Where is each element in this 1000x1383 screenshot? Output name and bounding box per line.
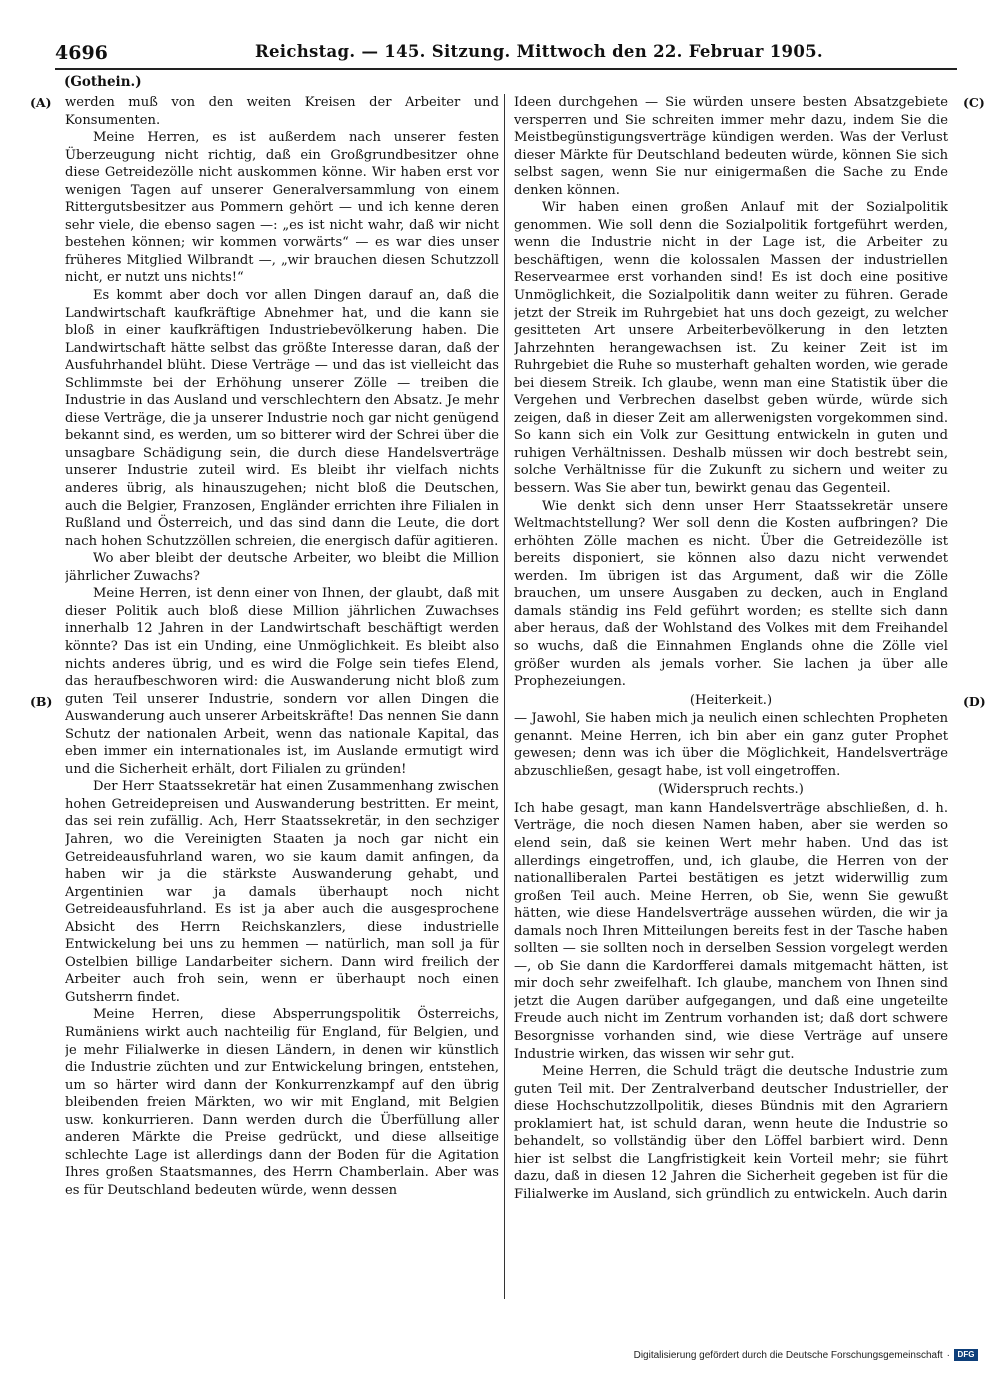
margin-marker-d: (D) [963,694,986,709]
dfg-logo-icon: DFG [954,1349,978,1361]
paragraph: Meine Herren, diese Absperrungspolitik Österreichs, Rumäniens wirkt auch nachteilig für England, für Belgien, und je mehr Filialwerke in diesen Ländern, in denen wir künstlich die Industrie züchten und zur Entwickelung bringen, entstehen, um so härter wird dann der Konkurrenzkampf auf den übrig bleibenden freien Märkten, wo wir mit England, mit Belgien usw. konkurrieren. Dann werden durch die Überfüllung aller anderen Märkte die Preise gedrückt, und diese allseitige schlechte Lage ist allerdings dann der Boden für die Agitation Ihres großen Staatsmannes, des Herrn Chamberlain. Aber was es für Deutschland bedeuten würde, wenn dessen [65,1007,499,1198]
interjection: (Widerspruch rechts.) [658,782,804,798]
left-column [65,94,499,1299]
paragraph: Meine Herren, es ist außerdem nach unserer festen Überzeugung nicht richtig, daß ein Großgrundbesitzer ohne diese Getreidezölle nicht auskommen könne. Wir haben erst vor wenigen Tagen auf unserer Generalversammlung von einem Rittergutsbesitzer aus Pommern gehört — und ich kenne deren sehr viele, die ebenso sagen —: „es ist nicht wahr, daß wir nicht bestehen können; wir kommen vorwärts“ — es war dies unser früheres Mitglied Wilbrandt —, „wir brauchen diesen Schutzzoll nicht, er nutzt uns nichts!“ [65,130,499,286]
column-divider [504,94,505,1299]
page-number: 4696 [55,42,108,64]
paragraph: werden muß von den weiten Kreisen der Arbeiter und Konsumenten. [65,95,499,128]
paragraph: Ideen durchgehen — Sie würden unsere besten Absatzgebiete versperren und Sie schreiten immer mehr dazu, indem Sie die Meistbegünstigungsverträge kündigen werden. Was der Verlust dieser Märkte für Deutschland bedeuten würde, können Sie sich selbst sagen, wenn Sie nur einigermaßen die Sache zu Ende denken können. [514,95,948,198]
paragraph: Der Herr Staatssekretär hat einen Zusammenhang zwischen hohen Getreidepreisen und Auswanderung bestritten. Er meint, das sei rein zufällig. Ach, Herr Staatssekretär, in den sechziger Jahren, wo die Vereinigten Staaten ja noch gar nicht ein Getreideausfuhrland waren, wo sie kaum damit anfingen, da haben wir ja die stärkste Auswanderung gehabt, und Argentinien war ja damals überhaupt noch nicht Getreideausfuhrland. Es ist ja aber auch die ausgesprochene Absicht des Herrn Reichskanzlers, diese industrielle Entwickelung bei uns zu hemmen — natürlich, man soll ja für Ostelbien billige Landarbeiter sichern. Dann wird freilich der Arbeiter auch froh sein, wenn er überhaupt noch einen Gutsherrn findet. [65,779,499,1005]
paragraph: Meine Herren, die Schuld trägt die deutsche Industrie zum guten Teil mit. Der Zentralverband deutscher Industrieller, der diese Hochschutzzollpolitik, dieses Bündnis mit den Agrariern proklamiert hat, ist schuld daran, wenn heute die Industrie so behandelt, so vollständig über den Löffel barbiert wird. Denn hier ist selbst die Langfristigkeit kein Vorteil mehr; sie führt dazu, daß in diesen 12 Jahren die Sicherheit gegeben ist für die Filialwerke im Ausland, sich gründlich zu entwickeln. Auch darin [514,1064,948,1202]
header-rule [55,68,957,70]
margin-marker-b: (B) [30,694,53,709]
paragraph: Wie denkt sich denn unser Herr Staatssekretär unsere Weltmachtstellung? Wer soll denn die Kosten aufbringen? Die erhöhten Zölle machen es nicht. Über die Getreidezölle ist bereits disponiert, sie können also dazu nicht verwendet werden. Im übrigen ist das Argument, daß wir die Zölle brauchen, um unsere Ausgaben zu decken, auch in England damals ständig ins Feld geführt worden; es stellte sich dann aber heraus, daß der Wohlstand des Volkes mit dem Freihandel so wuchs, daß die Einnahmen Englands ohne die Zölle viel größer wurden als jemals vorher. Sie lachen ja über alle Prophezeiungen. [514,498,948,690]
paragraph: Meine Herren, ist denn einer von Ihnen, der glaubt, daß mit dieser Politik auch bloß diese Million jährlichen Zuwachses innerhalb 12 Jahren in der Landwirtschaft beschäftigt werden könnte? Das ist ein Unding, eine Unmöglichkeit. Es bleibt also nichts anderes übrig, und es wird die Folge sein tiefes Elend, das heraufbeschworen wird: die Auswanderung nicht bloß zum guten Teil unserer Industrie, sondern vor allen Dingen die Auswanderung auch unserer Arbeitskräfte! Das nennen Sie dann Schutz der nationalen Arbeit, wenn das nationale Kapital, das eben immer ein internationales ist, im Auslande ermutigt wird und die Sicherheit erhält, dort Filialen zu gründen! [65,586,499,777]
margin-marker-a: (A) [30,95,52,110]
paragraph: Es kommt aber doch vor allen Dingen darauf an, daß die Landwirtschaft kaufkräftige Abnehmer hat, und die kann sie bloß in einer kaufkräftigen Industriebevölkerung haben. Die Landwirtschaft hätte selbst das größte Interesse daran, daß der Ausfuhrhandel blüht. Diese Verträge — und das ist vielleicht das Schlimmste bei der Erhöhung unserer Zölle — treiben die Industrie in das Ausland und verschlechtern den Absatz. Je mehr diese Verträge, die ja unserer Industrie noch gar nicht genügend bekannt sind, es werden, um so bitterer wird der Schrei über die unsagbare Schädigung sein, die durch diese Handelsverträge unserer Industrie zuteil wird. Es bleibt ihr vielfach nichts anderes übrig, als hinauszugehen; nicht bloß die Deutschen, auch die Belgier, Franzosen, Engländer errichten ihre Filialen in Rußland und Österreich, und das sind dann die Leute, die dort nach hohen Schutzzöllen schreien, die energisch dafür agitieren. [65,288,499,549]
page-header [55,42,957,68]
paragraph: Wir haben einen großen Anlauf mit der Sozialpolitik genommen. Wie soll denn die Sozialpolitik fortgeführt werden, wenn die Industrie nicht in der Lage ist, die Arbeiter zu beschäftigen, wenn die kolossalen Massen der industriellen Reservearmee erst vorhanden sind! Es ist doch eine positive Unmöglichkeit, die Sozialpolitik dann weiter zu führen. Gerade jetzt der Streik im Ruhrgebiet hat uns doch gezeigt, zu welcher gesitteten Art unsere Arbeiterbevölkerung in den letzten Jahrzehnten herangewachsen ist. Zu keiner Zeit ist im Ruhrgebiet die Ruhe so musterhaft gehalten worden, wie gerade bei diesem Streik. Ich glaube, wenn man eine Statistik über die Vergehen und Verbrechen daselbst geben würde, würde sich zeigen, daß in dieser Zeit am allerwenigsten vorgekommen sind. So kann sich ein Volk zur Gesittung entwickeln in guten und ruhigen Verhältnissen. Deshalb müssen wir doch bestrebt sein, solche Verhältnisse für die Zukunft zu sichern und weiter zu bessern. Was Sie aber tun, bewirkt genau das Gegenteil. [514,200,948,497]
footer-text: Digitalisierung gefördert durch die Deutsche Forschungsgemeinschaft [633,1349,943,1361]
interjection: (Heiterkeit.) [689,692,773,708]
right-column [514,94,948,1299]
footer-credit: Digitalisierung gefördert durch die Deutsche Forschungsgemeinschaft · DFG [634,1348,978,1362]
paragraph: Ich habe gesagt, man kann Handelsverträge abschließen, d. h. Verträge, die noch diesen Namen haben, aber sie werden so elend sein, daß sie keinen Wert mehr haben. Und das ist allerdings eingetroffen, und, ich glaube, die Herren von der nationalliberalen Partei bestätigen es jetzt widerwillig zum großen Teil auch. Meine Herren, ob Sie, wenn Sie gewußt hätten, wie diese Handelsverträge aussehen würden, die wir ja damals noch Ihren Mitteilungen bereits fest in der Tasche haben sollten — sie sollten noch in derselben Session vorgelegt werden —, ob Sie dann die Kardorfferei damals mitgemacht hätten, ist mir doch sehr zweifelhaft. Ich glaube, manchem von Ihnen sind jetzt die Augen darüber aufgegangen, und daß eine ungeteilte Freude auch nicht im Zentrum vorhanden ist; daß dort schwere Besorgnisse vorhanden sind, wie diese Verträge auf unsere Industrie wirken, das wissen wir sehr gut. [514,800,948,1062]
paragraph: Wo aber bleibt der deutsche Arbeiter, wo bleibt die Million jährlicher Zuwachs? [65,551,499,584]
speaker-label: (Gothein.) [64,74,142,90]
running-head: Reichstag. — 145. Sitzung. Mittwoch den 22. Februar 1905. [255,42,823,61]
margin-marker-c: (C) [963,95,985,110]
paragraph: — Jawohl, Sie haben mich ja neulich einen schlechten Propheten genannt. Meine Herren, ich bin aber ein ganz guter Prophet gewesen; denn was ich über die Möglichkeit, Handelsverträge abzuschließen, gesagt habe, ist voll eingetroffen. [514,711,948,779]
